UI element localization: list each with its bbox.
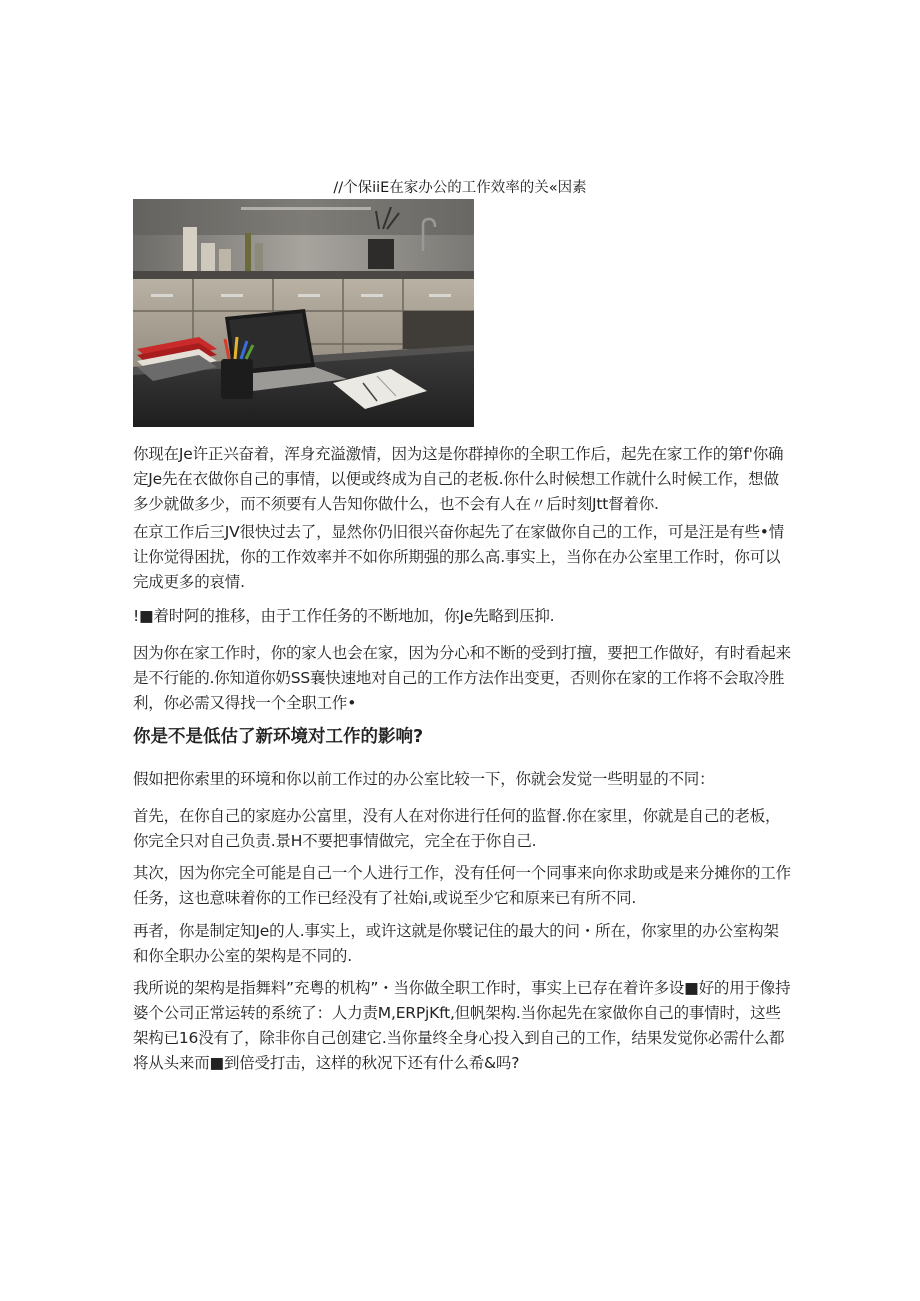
office-desk-photo [133, 199, 474, 427]
section-heading: 你是不是低估了新环境对工作的影响? [133, 727, 424, 747]
paragraph-6: 首先，在你自己的家庭办公富里，没有人在对你进行任何的监督.你在家里，你就是自己的老板，你完全只对自己负责.景H不要把事情做完，完全在于你自己. [133, 807, 781, 850]
paragraph-7: 其次，因为你完全可能是自己一个人进行工作，没有任何一个同事来向你求助或是来分摊你的工作任务，这也意味着你的工作已经没有了社始i,或说至少它和原来已有所不同. [133, 864, 791, 907]
paragraph-4: 因为你在家工作时，你的家人也会在家，因为分心和不断的受到打擅，要把工作做好，有时看起来是不行能的.你知道你奶SS襄快速地对自己的工作方法作出变更，否则你在家的工作将不会取冷胜利，你必需又得找一个全职工作• [133, 644, 791, 712]
paragraph-2: 在京工作后三JV很快过去了，显然你仍旧很兴奋你起先了在家做你自己的工作，可是汪是有些•情让你觉得困扰，你的工作效率并不如你所期强的那么高.事实上，当你在办公室里工作时，你可以完成更多的哀情. [133, 523, 785, 591]
paragraph-5: 假如把你索里的环境和你以前工作过的办公室比较一下，你就会发觉一些明显的不同： [133, 770, 715, 788]
paragraph-3: !■着时阿的推移，由于工作任务的不断地加，你Je先略到压抑. [133, 607, 555, 625]
paragraph-1: 你现在Je许正兴奋着，浑身充溢激情，因为这是你群掉你的全职工作后，起先在家工作的第f'你确定Je先在衣做你自己的事情，以便或终成为自己的老板.你什么时候想工作就什么时候工作，想做多少就做多少，而不须要有人告知你做什么，也不会有人在〃后时刻Jtt督着你. [133, 445, 784, 513]
document-title: //个保iiE在家办公的工作效率的关«因素 [333, 180, 587, 196]
paragraph-8: 再者，你是制定知Je的人.事实上，或许这就是你襞记住的最大的问・所在，你家里的办公室构架和你全职办公室的架构是不同的. [133, 922, 779, 965]
paragraph-9: 我所说的架构是指舞料”充粤的机构”・当你做全职工作时，事实上已存在着许多设■好的用于像持婆个公司正常运转的系统了：人力责M,ERPjKft,但帆架构.当你起先在家做你自己的事情时，这些架构已16没有了，除非你自己创建它.当你量终全身心投入到自己的工作，结果发觉你必需什么都将从头来而■到倍受打击，这样的秋况下还有什么希&吗? [133, 979, 791, 1072]
